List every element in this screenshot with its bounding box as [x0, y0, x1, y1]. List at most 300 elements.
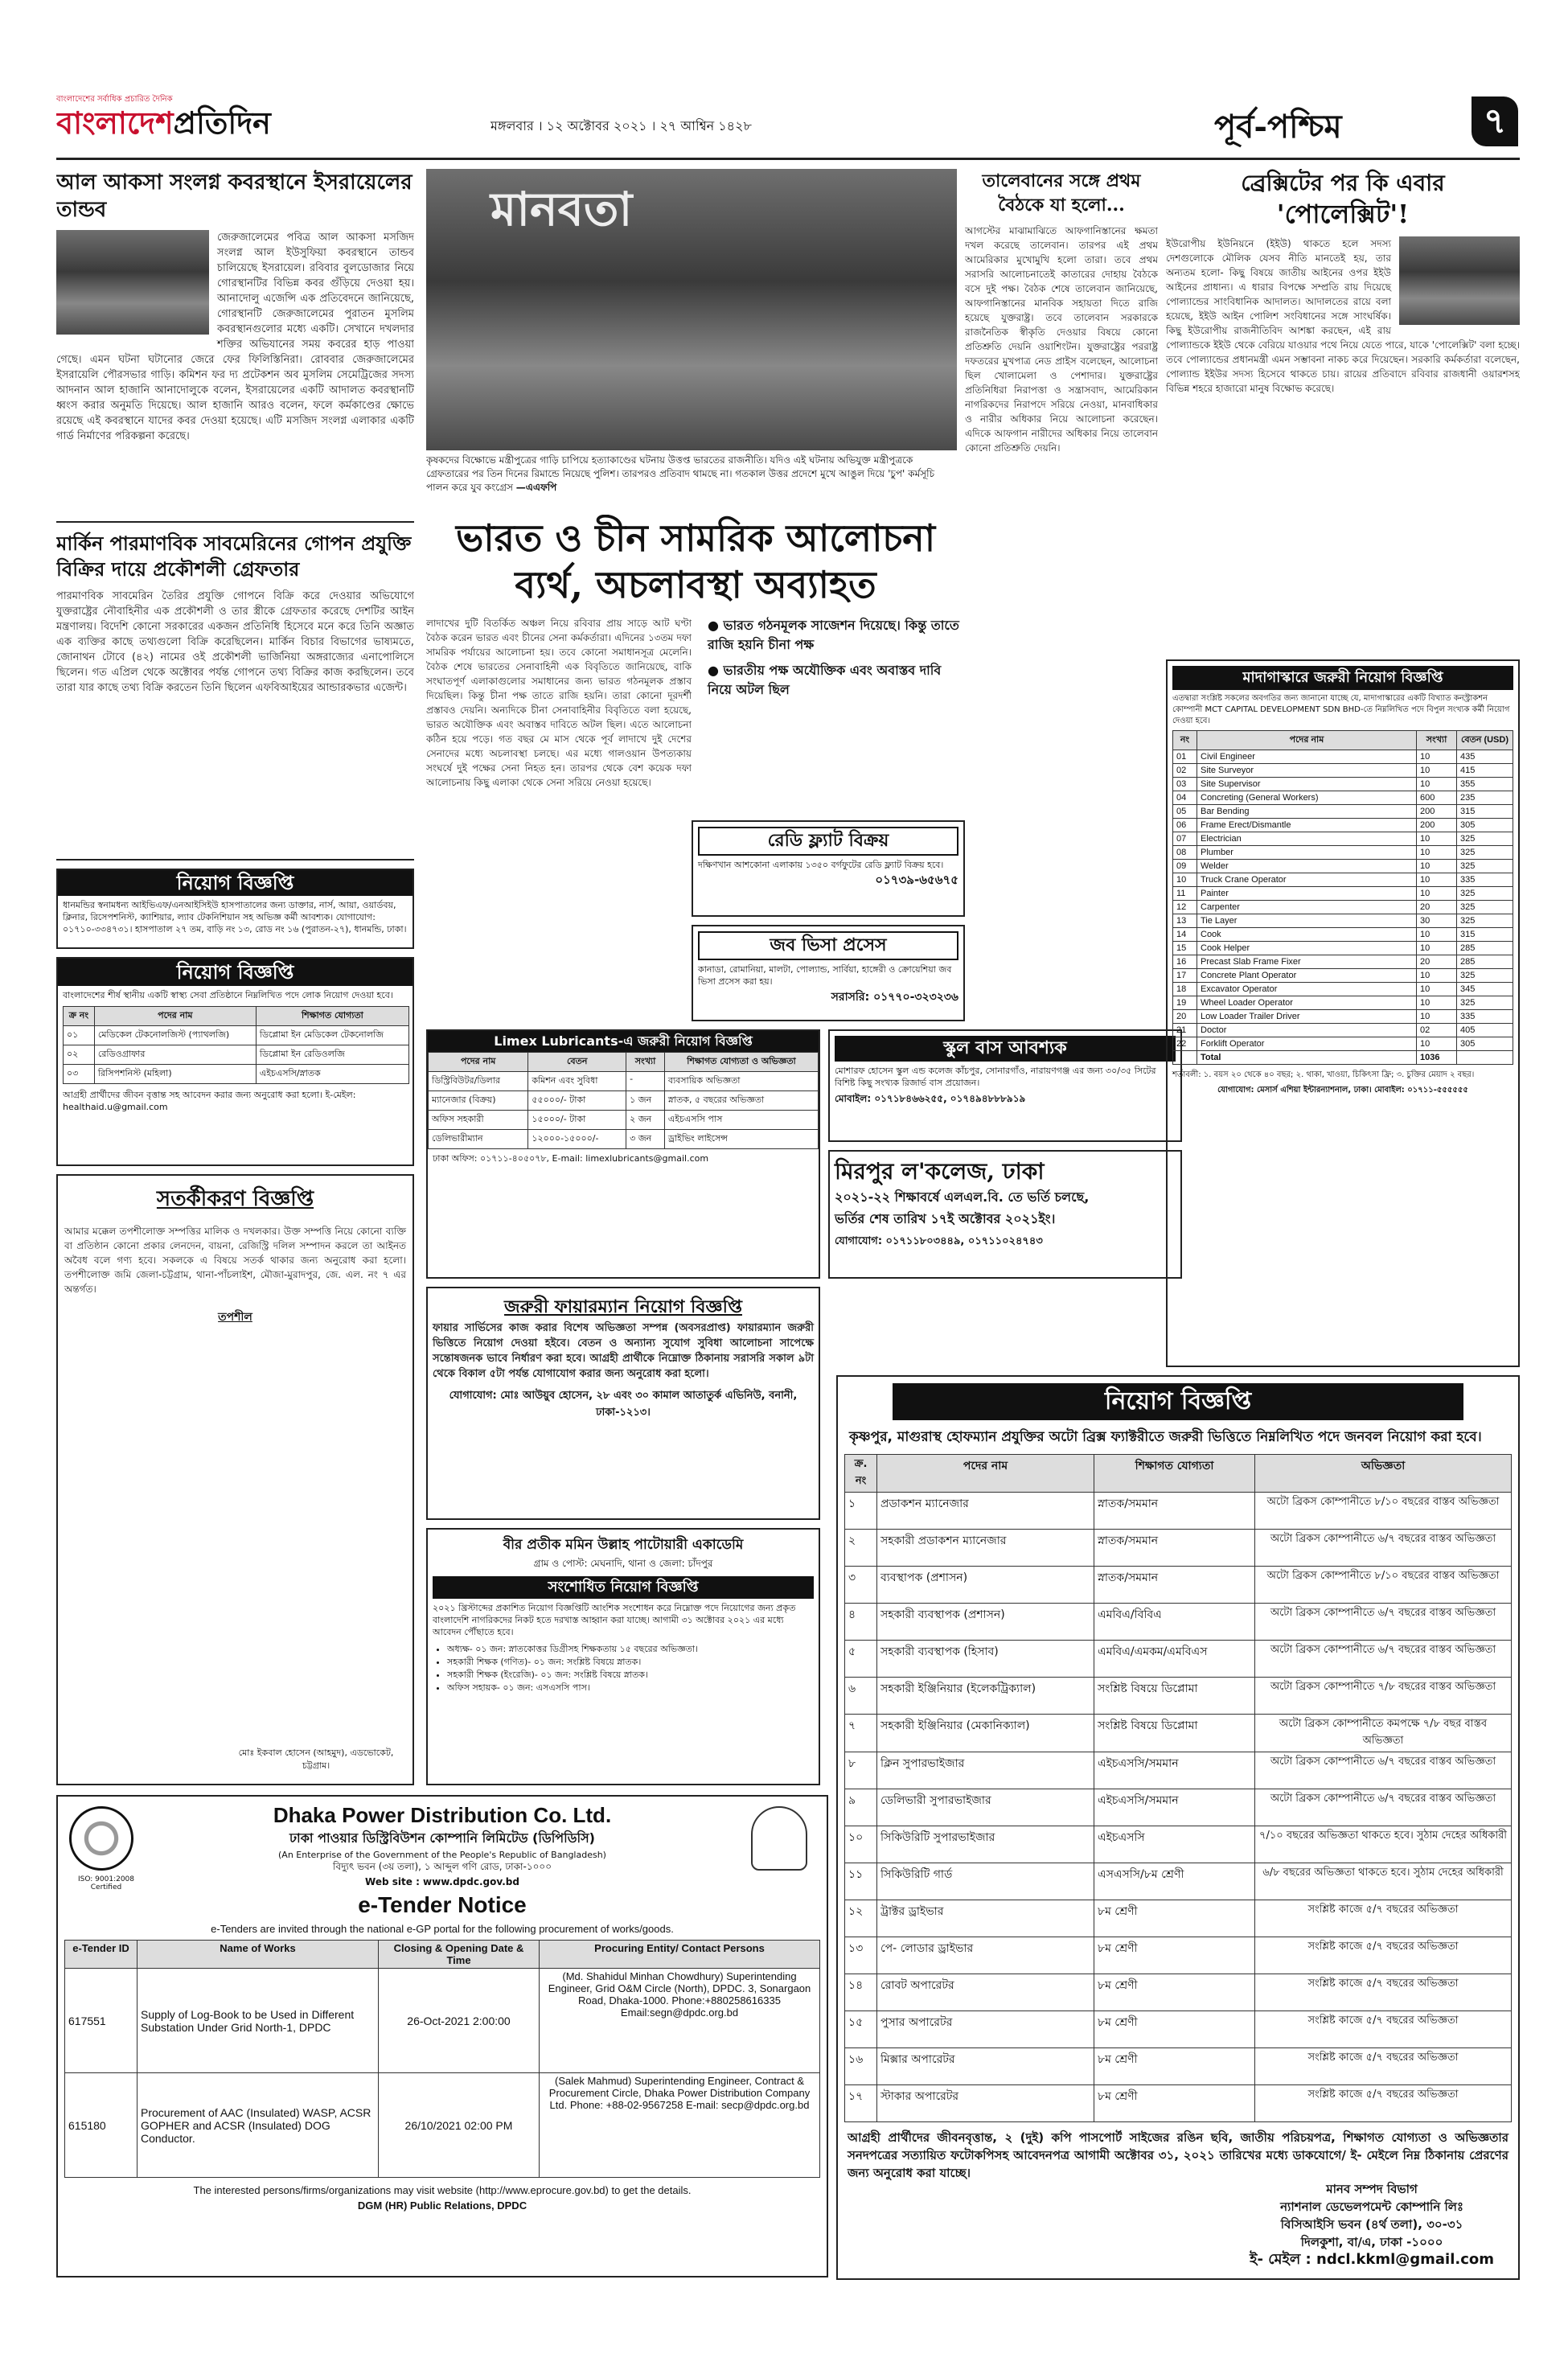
cell: 14 — [1173, 928, 1197, 942]
warning-notice-title: সতর্কীকরণ বিজ্ঞপ্তি — [156, 1187, 314, 1211]
limex-contact: ঢাকা অফিস: ০১৭১১-৪০৫০৭৮, E-mail: limexlubricants@gmail.com — [433, 1153, 709, 1164]
cell: 08 — [1173, 846, 1197, 860]
table-row — [429, 1111, 819, 1130]
table-row — [845, 1715, 1512, 1752]
cell: পুসার অপারেটর — [877, 2011, 1094, 2048]
mirpur-law-sub: ২০২১-২২ শিক্ষাবর্ষে এলএল.বি. তে ভর্তি চলছে, — [835, 1189, 1090, 1205]
madagascar-title: মাদাগাস্কারে জরুরী নিয়োগ বিজ্ঞপ্তি — [1172, 666, 1513, 690]
dpdc-title: e-Tender Notice — [358, 1892, 527, 1917]
ndc-intro: কৃষ্ণপুর, মাগুরাস্থ হোফম্যান প্রযুক্তির অটো ব্রিক্স ফ্যাক্টরীতে জরুরী ভিত্তিতে নিম্নলিখিত পদে জনবল নিয়োগ করা হবে। — [849, 1429, 1482, 1445]
cell: 10 — [1417, 832, 1457, 846]
cell: 10 — [1417, 1037, 1457, 1051]
table-row — [845, 1641, 1512, 1678]
cell: 12 — [1173, 901, 1197, 914]
cell: ব্যবস্থাপক (প্রশাসন) — [877, 1567, 1094, 1604]
cell: এইচএসসি পাস — [664, 1111, 818, 1130]
cell: ১৫ — [845, 2011, 877, 2048]
dpdc-logo — [69, 1806, 133, 1871]
cell: 04 — [1173, 791, 1197, 805]
masthead-date: মঙ্গলবার । ১২ অক্টোবর ২০২১ । ২৭ আশ্বিন ১৪২৮ — [491, 118, 752, 133]
cell: অটো ব্রিকস কোম্পানীতে ৮/১০ বছরের বাস্তব অভিজ্ঞতা — [1255, 1567, 1512, 1604]
cell: 200 — [1417, 805, 1457, 819]
table-row — [64, 1045, 409, 1065]
flat-ad-body: দক্ষিণখান আশকোনা এলাকায় ১৩৫০ বর্গফুটের রেডি ফ্ল্যাট বিক্রয় হবে। — [698, 860, 944, 870]
cell: সংশ্লিষ্ট কাজে ৫/৭ বছরের অভিজ্ঞতা — [1255, 1974, 1512, 2011]
protest-banner-text: মানবতা — [491, 182, 633, 236]
cell: ০১ — [64, 1026, 95, 1045]
niyog-ad-1-body: ধানমন্ডির স্বনামধন্য আইভিএফ/এনআইসিইউ হাসপাতালের জন্য ডাক্তার, নার্স, আয়া, ওয়ার্ডবয়, ক্লিনার, রিসেপশনিস্ট, ক্যাশিয়ার, ল্যাব টেকনিশিয়ান সহ অভিজ্ঞ কর্মী আবশ্যক। যোগাযোগ: ০১৭১০-৩৩৪৭৩১। হাসপাতাল ২৭ তম, বাড়ি নং ১৩, রোড নং ১৬ (পুরাতন-২৭), ধানমন্ডি, ঢাকা। — [63, 900, 407, 934]
cell: ব্যবসায়িক অভিজ্ঞতা — [664, 1072, 818, 1091]
fireman-ad-title: জরুরী ফায়ারম্যান নিয়োগ বিজ্ঞপ্তি — [504, 1296, 742, 1317]
table-row — [1173, 805, 1513, 819]
cell: ১ — [845, 1493, 877, 1530]
table-row — [429, 1091, 819, 1111]
cell: 10 — [1417, 750, 1457, 764]
masthead-name-a: বাংলাদেশ — [56, 105, 174, 141]
cell: Electrician — [1197, 832, 1417, 846]
cell: 305 — [1457, 819, 1513, 832]
table-row — [1173, 983, 1513, 996]
dpdc-company: Dhaka Power Distribution Co. Ltd. — [273, 1803, 612, 1827]
table-row — [1173, 928, 1513, 942]
cell: 10 — [1417, 778, 1457, 791]
mirpur-law-deadline: ভর্তির শেষ তারিখ ১৭ই অক্টোবর ২০২১ইং। — [835, 1211, 1056, 1226]
cell: ৩ — [845, 1567, 877, 1604]
dpdc-iso: ISO: 9001:2008 Certified — [77, 1875, 135, 1891]
table-row — [1173, 1024, 1513, 1037]
table-row — [845, 1937, 1512, 1974]
dpdc-sign: DGM (HR) Public Relations, DPDC — [357, 2199, 527, 2212]
cell: সহকারী ইঞ্জিনিয়ার (মেকানিক্যাল) — [877, 1715, 1094, 1752]
cell: ডিস্ট্রিবিউটর/ডিলার — [429, 1072, 528, 1091]
table-row — [1173, 969, 1513, 983]
academy-body: ২০২১ খ্রিস্টাব্দের প্রকাশিত নিয়োগ বিজ্ঞপ্তিটি আংশিক সংশোধন করে নিম্নোক্ত পদে নিয়োগের জন্য প্রকৃত বাংলাদেশি নাগরিকদের নিকট হতে দরখাস্ত আহ্বান করা যাচ্ছে। আগামী ৩১ অক্টোবর ২০২১ এর মধ্যে আবেদন পৌঁছাতে হবে। — [433, 1603, 796, 1637]
dpdc-col: Name of Works — [138, 1941, 379, 1969]
cell: সহকারী ব্যবস্থাপক (হিসাব) — [877, 1641, 1094, 1678]
cell: ৪ — [845, 1604, 877, 1641]
ndc-address-2: দিলকুশা, বা/এ, ঢাকা -১০০০ — [1300, 2235, 1443, 2249]
madagascar-col: বেতন (USD) — [1457, 731, 1513, 750]
cell: ১২ — [845, 1900, 877, 1937]
cell: রেডিওগ্রাফার — [94, 1045, 256, 1065]
niyog-ad-2-col: ক্র নং — [64, 1007, 95, 1026]
protest-photo — [426, 169, 957, 450]
cell: ২ — [845, 1530, 877, 1567]
cell: ৭ — [845, 1715, 877, 1752]
cell: 18 — [1173, 983, 1197, 996]
cell: 30 — [1417, 914, 1457, 928]
cell: 10 — [1417, 873, 1457, 887]
cell: পে- লোডার ড্রাইভার — [877, 1937, 1094, 1974]
cell: সিকিউরিটি সুপারভাইজার — [877, 1826, 1094, 1863]
cell: 10 — [1417, 887, 1457, 901]
cell: ১৬ — [845, 2048, 877, 2085]
table-row — [1173, 764, 1513, 778]
table-row — [1173, 955, 1513, 969]
warning-notice — [56, 1174, 414, 1785]
cell: অফিস সহকারী — [429, 1111, 528, 1130]
cell: স্নাতক, ৫ বছরের অভিজ্ঞতা — [664, 1091, 818, 1111]
table-row — [1173, 1010, 1513, 1024]
table-row — [1173, 1037, 1513, 1051]
table-row — [64, 1026, 409, 1045]
cell: অটো ব্রিকস কোম্পানীতে ৮/১০ বছরের বাস্তব অভিজ্ঞতা — [1255, 1493, 1512, 1530]
cell: মেডিকেল টেকনোলজিস্ট (প্যাথলজি) — [94, 1026, 256, 1045]
cell: ০২ — [64, 1045, 95, 1065]
visa-ad-title: জব ভিসা প্রসেস — [698, 931, 958, 960]
india-china-bullet-1: ● ভারত গঠনমূলক সাজেশন দিয়েছে। কিন্তু তাতে রাজি হয়নি চীনা পক্ষ — [708, 618, 959, 652]
cell: (Md. Shahidul Minhan Chowdhury) Superintending Engineer, Grid O&M Circle (North), DPDC. 3, Sonargaon Road, Dhaka-1000. Phone:+880258616335 Email:segn@dpdc.org.bd — [540, 1969, 820, 2073]
cell: এমবিএ/এমকম/এমবিএস — [1094, 1641, 1255, 1678]
cell: অটো ব্রিকস কোম্পানীতে ৬/৭ বছরের বাস্তব অভিজ্ঞতা — [1255, 1789, 1512, 1826]
cell: স্নাতক/সমমান — [1094, 1567, 1255, 1604]
polexit-title-a: ব্রেক্সিটের পর কি এবার — [1241, 170, 1445, 196]
limex-col: শিক্ষাগত যোগ্যতা ও অভিজ্ঞতা — [664, 1053, 818, 1072]
school-bus-ad — [828, 1029, 1182, 1142]
cell: স্নাতক/সমমান — [1094, 1530, 1255, 1567]
cell: Supply of Log-Book to be Used in Different Substation Under Grid North-1, DPDC — [138, 1969, 379, 2073]
ndc-address-1: বিসিআইসি ভবন (৪র্থ তলা), ৩০-৩১ — [1280, 2217, 1463, 2232]
cell: এমবিএ/বিবিএ — [1094, 1604, 1255, 1641]
cell: অটো ব্রিকস কোম্পানীতে ৬/৭ বছরের বাস্তব অভিজ্ঞতা — [1255, 1530, 1512, 1567]
ndc-table — [844, 1454, 1512, 2122]
table-row — [845, 2048, 1512, 2085]
cell: Bar Bending — [1197, 805, 1417, 819]
table-row — [845, 1826, 1512, 1863]
cell: 26-Oct-2021 2:00:00 — [379, 1969, 540, 2073]
cell: 20 — [1173, 1010, 1197, 1024]
cell: 10 — [1417, 983, 1457, 996]
masthead-name-b: প্রতিদিন — [173, 105, 271, 141]
cell: স্টাকার অপারেটর — [877, 2085, 1094, 2122]
cell: রিসিপশনিস্ট (মহিলা) — [94, 1065, 256, 1084]
cell: ডিপ্লোমা ইন রেডিওলজি — [256, 1045, 408, 1065]
ndc-col: অভিজ্ঞতা — [1255, 1455, 1512, 1493]
cell: এইচএসসি/সমমান — [1094, 1789, 1255, 1826]
cell: 325 — [1457, 969, 1513, 983]
table-row — [429, 1130, 819, 1149]
cell: 10 — [1417, 969, 1457, 983]
polexit-story — [1166, 169, 1520, 651]
table-row — [64, 1065, 409, 1084]
cell: সহকারী প্রডাকশন ম্যানেজার — [877, 1530, 1094, 1567]
school-bus-body: মোশারফ হোসেন স্কুল এন্ড কলেজ কাঁচপুর, সোনারগাঁও, নারায়ণগঞ্জ এর জন্য ৩০/৩৫ সিটের বিশিষ্ট কিছু সংখ্যক রিজার্ভ বাস প্রয়োজন। — [835, 1066, 1156, 1088]
cell: Welder — [1197, 860, 1417, 873]
academy-title: বীর প্রতীক মমিন উল্লাহ পাটোয়ারী একাডেমি — [503, 1537, 744, 1553]
list-item: • সহকারী শিক্ষক (ইংরেজি)- ০১ জন: সংশ্লিষ্ট বিষয়ে স্নাতক। — [447, 1669, 814, 1682]
cell: Truck Crane Operator — [1197, 873, 1417, 887]
cell: ৮ — [845, 1752, 877, 1789]
table-row — [845, 1604, 1512, 1641]
photo-credit: —এএফপি — [515, 482, 557, 493]
dpdc-col: Procuring Entity/ Contact Persons — [540, 1941, 820, 1969]
academy-sub: গ্রাম ও পোস্ট: মেঘনাদি, থানা ও জেলা: চাঁদপুর — [533, 1558, 713, 1569]
table-row — [845, 1752, 1512, 1789]
cell: 200 — [1417, 819, 1457, 832]
mirpur-law-title: মিরপুর ল'কলেজ, ঢাকা — [835, 1158, 1045, 1185]
cell: Plumber — [1197, 846, 1417, 860]
limex-ad-title: Limex Lubricants-এ জরুরী নিয়োগ বিজ্ঞপ্তি — [428, 1031, 819, 1052]
madagascar-col: পদের নাম — [1197, 731, 1417, 750]
cell: 617551 — [65, 1969, 138, 2073]
cell: 285 — [1457, 955, 1513, 969]
cell: ৫৫০০০/- টাকা — [528, 1091, 626, 1111]
cell: 02 — [1417, 1024, 1457, 1037]
cell: 10 — [1417, 846, 1457, 860]
cell: Procurement of AAC (Insulated) WASP, ACSR GOPHER and ACSR (Insulated) DOG Conductor. — [138, 2073, 379, 2178]
cell: 285 — [1457, 942, 1513, 955]
cell: ১১ — [845, 1863, 877, 1900]
niyog-ad-2-table — [63, 1006, 409, 1084]
cell: 325 — [1457, 914, 1513, 928]
cell: 325 — [1457, 996, 1513, 1010]
flat-ad-title: রেডি ফ্ল্যাট বিক্রয় — [698, 827, 958, 856]
cell: Carpenter — [1197, 901, 1417, 914]
cell: 02 — [1173, 764, 1197, 778]
table-row — [65, 2073, 820, 2178]
dpdc-company-bn: ঢাকা পাওয়ার ডিস্ট্রিবিউশন কোম্পানি লিমিটেড (ডিপিডিসি) — [289, 1830, 595, 1846]
cell: 20 — [1417, 901, 1457, 914]
academy-posts — [447, 1643, 814, 1694]
table-row — [845, 1863, 1512, 1900]
cell: সংশ্লিষ্ট কাজে ৫/৭ বছরের অভিজ্ঞতা — [1255, 1900, 1512, 1937]
cell: অটো ব্রিকস কোম্পানীতে ৬/৭ বছরের বাস্তব অভিজ্ঞতা — [1255, 1604, 1512, 1641]
cell: Site Surveyor — [1197, 764, 1417, 778]
cell: 16 — [1173, 955, 1197, 969]
cell: সহকারী ইঞ্জিনিয়ার (ইলেকট্রিক্যাল) — [877, 1678, 1094, 1715]
cell: ৬/৮ বছরের অভিজ্ঞতা থাকতে হবে। সুঠাম দেহের অধিকারী — [1255, 1863, 1512, 1900]
fireman-ad — [426, 1287, 820, 1520]
cell: 10 — [1417, 996, 1457, 1010]
table-row — [845, 2011, 1512, 2048]
cell: ৮ম শ্রেণী — [1094, 2085, 1255, 2122]
cell: Doctor — [1197, 1024, 1417, 1037]
niyog-ad-2-col: পদের নাম — [94, 1007, 256, 1026]
madagascar-table — [1172, 730, 1513, 1065]
visa-ad — [692, 925, 965, 1021]
cell: 615180 — [65, 2073, 138, 2178]
cell: Cook Helper — [1197, 942, 1417, 955]
masthead-rule — [56, 158, 1520, 160]
cell: 415 — [1457, 764, 1513, 778]
cell: Precast Slab Frame Fixer — [1197, 955, 1417, 969]
cell: Cook — [1197, 928, 1417, 942]
list-item: • অফিস সহায়ক- ০১ জন: এসএসসি পাস। — [447, 1682, 814, 1694]
cell: 17 — [1173, 969, 1197, 983]
page-number-badge — [1472, 97, 1518, 146]
cell: ৬ — [845, 1678, 877, 1715]
cell: ৯ — [845, 1789, 877, 1826]
limex-col: পদের নাম — [429, 1053, 528, 1072]
story-aqsa-body: জেরুজালেমের পবিত্র আল আকসা মসজিদ সংলগ্ন আল ইউসুফিয়া কবরস্থানে তান্ডব চালিয়েছে ইসরায়েল। রবিবার বুলডোজার নিয়ে গোরস্থানটির বিভিন্ন কবর গুঁড়িয়ে দেওয়া হয়। আনাদোলু এজেন্সি এক প্রতিবেদনে জানিয়েছে, গোরস্থানটি জেরুজালেমের পুরাতন মুসলিম কবরস্থানগুলোর মধ্যে একটি। সেখানে দখলদার শক্তির অভিযানের সময় কবরের হাড় পাওয়া গেছে। এমন ঘটনা ঘটানোর জেরে ফের ফিলিস্তিনিরা। রোববার জেরুজালেমের ইসরায়েলি পৌরসভার গাড়ি। কমিশন ফর দ্য প্রটেকশন অব মুসলিম সেমেট্রিজের সদস্য আদনান আল হাজানি আনাদোলুকে বলেন, ইসরায়েলের একটি আদালত কবরস্থানটি ধ্বংস করার অনুমতি দিয়েছে। আল হাজানি আরও বলেন, ফলে কর্মকাণ্ডের ক্ষোভে রয়েছে এই কবরস্থানে যাদের কবর দেওয়া হয়েছে। এটি মসজিদ সংলগ্ন এলাকার একটি গার্ড নির্মাণের পরিকল্পনা করেছে। — [56, 232, 414, 442]
table-row — [845, 2085, 1512, 2122]
india-china-title-b: ব্যর্থ, অচলাবস্থা অব্যাহত — [515, 563, 876, 606]
cell: 11 — [1173, 887, 1197, 901]
cell: Low Loader Trailer Driver — [1197, 1010, 1417, 1024]
ndc-col: পদের নাম — [877, 1455, 1094, 1493]
story-aqsa-photo — [56, 230, 209, 335]
lead-photo — [426, 169, 957, 507]
dpdc-tender — [56, 1795, 828, 2277]
cell: 10 — [1417, 928, 1457, 942]
cell: 345 — [1457, 983, 1513, 996]
cell: ড্রাইভিং লাইসেন্স — [664, 1130, 818, 1149]
cell: সংশ্লিষ্ট কাজে ৫/৭ বছরের অভিজ্ঞতা — [1255, 2048, 1512, 2085]
niyog-ad-1-title: নিয়োগ বিজ্ঞপ্তি — [58, 870, 413, 896]
cell: মিক্সার অপারেটর — [877, 2048, 1094, 2085]
cell: 01 — [1173, 750, 1197, 764]
masthead — [56, 90, 1520, 154]
page-number: ৭ — [1483, 101, 1507, 142]
cell: 06 — [1173, 819, 1197, 832]
limex-col: সংখ্যা — [626, 1053, 665, 1072]
mirpur-law-ad — [828, 1150, 1182, 1279]
visa-ad-body: কানাডা, রোমানিয়া, মালটা, পোল্যান্ড, সার্বিয়া, হাঙ্গেরী ও ক্রোয়েশিয়া জব ভিসা প্রসেস করা হয়। — [698, 964, 952, 987]
cell: 325 — [1457, 846, 1513, 860]
polexit-photo — [1399, 236, 1520, 325]
table-row — [845, 1974, 1512, 2011]
flat-ad — [692, 820, 965, 917]
cell: 435 — [1457, 750, 1513, 764]
school-bus-title: স্কুল বাস আবশ্যক — [835, 1036, 1176, 1062]
cell: ডেলিভারীম্যান — [429, 1130, 528, 1149]
india-china-bullets — [708, 616, 965, 700]
cell: সংশ্লিষ্ট কাজে ৫/৭ বছরের অভিজ্ঞতা — [1255, 1937, 1512, 1974]
dpdc-table — [64, 1940, 820, 2178]
table-row — [1173, 750, 1513, 764]
cell: 325 — [1457, 901, 1513, 914]
cell: ১২০০০-১৫০০০/- — [528, 1130, 626, 1149]
table-row — [845, 1678, 1512, 1715]
warning-notice-sub: তপশীল — [218, 1311, 252, 1324]
cell: এইচএসসি — [1094, 1826, 1255, 1863]
cell: ৮ম শ্রেণী — [1094, 2011, 1255, 2048]
cell: 10 — [1417, 764, 1457, 778]
bullet-text: ভারত গঠনমূলক সাজেশন দিয়েছে। কিন্তু তাতে রাজি হয়নি চীনা পক্ষ — [708, 618, 959, 652]
cell: ডিপ্লোমা ইন মেডিকেল টেকনোলজি — [256, 1026, 408, 1045]
cell: 315 — [1457, 928, 1513, 942]
cell: 03 — [1173, 778, 1197, 791]
cell: ১৭ — [845, 2085, 877, 2122]
cell: 10 — [1417, 860, 1457, 873]
cell: 305 — [1457, 1037, 1513, 1051]
dpdc-intro: e-Tenders are invited through the national e-GP portal for the following procurement of works/goods. — [211, 1923, 674, 1935]
table-row — [1173, 778, 1513, 791]
india-china-body: লাদাখের দুটি বিতর্কিত অঞ্চল নিয়ে রবিবার প্রায় সাড়ে আট ঘণ্টা বৈঠক করেন ভারত এবং চীনের সেনা কর্মকর্তারা। এদিনের ১৩তম দফা সামরিক পর্যায়ের আলোচনা হয়। তবে কোনো সমাধানসূত্র মেলেনি। বৈঠক শেষে ভারতের সেনাবাহিনী এক বিবৃতিতে জানিয়েছে, বাকি সংঘাতপূর্ণ এলাকাগুলোর সমাধানের জন্য ভারত গঠনমূলক প্রস্তাব দিয়েছিল। কিন্তু চীনা পক্ষ তাতে রাজি হয়নি। তারা কোনো দূরদর্শী প্রস্তাবও দেয়নি। অন্যদিকে চীনা সেনাবাহিনীর বিবৃতিতে বলা হয়েছে, ভারত অযৌক্তিক এবং অবাস্তব দাবিতে অটল ছিল। এতে আলোচনা কঠিন হয়ে পড়ে। গত বছর মে মাস থেকে পূর্ব লাদাখে দুই দেশের সেনাদের মধ্যে অচলাবস্থা চলছে। এর মধ্যে গালওয়ান উপত্যকায় সংঘর্ষে দুই পক্ষের সেনা নিহত হন। তারপর থেকে বেশ কয়েক দফা আলোচনায় কিছু এলাকা থেকে সেনা সরিয়ে নেওয়া হয়েছে। — [426, 618, 692, 788]
cell: ক্লিন সুপারভাইজার — [877, 1752, 1094, 1789]
table-row — [1173, 873, 1513, 887]
niyog-ad-1 — [56, 869, 414, 949]
flat-ad-phone: ০১৭৩৯-৬৫৬৭৫ — [875, 873, 958, 887]
cell: কমিশন এবং সুবিধা — [528, 1072, 626, 1091]
table-row — [1173, 819, 1513, 832]
total-value: 1036 — [1417, 1051, 1457, 1065]
cell: 335 — [1457, 1010, 1513, 1024]
cell: ৮ম শ্রেণী — [1094, 1937, 1255, 1974]
table-row — [1173, 942, 1513, 955]
cell: 600 — [1417, 791, 1457, 805]
cell: 355 — [1457, 778, 1513, 791]
cell: এসএসসি/৮ম শ্রেণী — [1094, 1863, 1255, 1900]
bullet-text: ভারতীয় পক্ষ অযৌক্তিক এবং অবাস্তব দাবি নিয়ে অটল ছিল — [708, 663, 942, 697]
ndc-footer: আগ্রহী প্রার্থীদের জীবনবৃত্তান্ত, ২ (দুই) কপি পাসপোর্ট সাইজের রঙিন ছবি, জাতীয় পরিচয়পত্র, শিক্ষাগত যোগ্যতা ও অভিজ্ঞতার সনদপত্রের সত্যায়িত ফটোকপিসহ আবেদনপত্র আগামী অক্টোবর ৩১, ২০২১ তারিখের মধ্যে ডাকযোগে/ ই- মেইলে নিম্ন ঠিকানায় প্রেরণের জন্য অনুরোধ করা যাচ্ছে। — [848, 2130, 1508, 2180]
india-china-bullet-2: ● ভারতীয় পক্ষ অযৌক্তিক এবং অবাস্তব দাবি নিয়ে অটল ছিল — [708, 663, 942, 697]
warning-notice-sign: মোঃ ইকবাল হোসেন (আহমুদ), এডভোকেট, চট্টগ্রাম। — [238, 1748, 394, 1771]
section-title: পূর্ব-পশ্চিম — [1214, 108, 1342, 146]
limex-table — [428, 1052, 819, 1149]
cell: ৮ম শ্রেণী — [1094, 1974, 1255, 2011]
cell: 13 — [1173, 914, 1197, 928]
cell: 21 — [1173, 1024, 1197, 1037]
cell: Concreting (General Workers) — [1197, 791, 1417, 805]
limex-col: বেতন — [528, 1053, 626, 1072]
polexit-body: ইউরোপীয় ইউনিয়নে (ইইউ) থাকতে হলে সদস্য দেশগুলোকে মৌলিক যেসব নীতি মানতেই হয়, তার অন্যতম হলো- কিছু বিষয়ে জাতীয় আইনের ওপর ইইউ আইনের প্রাধান্য। এ ধারার বিপক্ষে সম্প্রতি রায় দিয়েছে পোল্যান্ডের সাংবিধানিক আদালত। আদালতের রায়ে বলা হয়েছে, ইইউ আইন পোলিশ সংবিধানের সঙ্গে সাংঘর্ষিক। কিছু ইউরোপীয় রাজনীতিবিদ আশঙ্কা করছেন, এই রায় পোল্যান্ডকে ইইউ থেকে বেরিয়ে যাওয়ার পথে নিয়ে যেতে পারে, যাকে 'পোলেক্সিট' বলা হচ্ছে। তবে পোল্যান্ডের প্রধানমন্ত্রী এমন সম্ভাবনা নাকচ করে দিয়েছেন। সরকারি কর্মকর্তারা বলেছেন, পোল্যান্ড ইইউর সদস্য হিসেবে থাকতে চায়। রায়ের প্রতিবাদে রবিবার রাজধানী ওয়ারশসহ বিভিন্ন শহরে হাজারো মানুষ বিক্ষোভ করেছে। — [1166, 238, 1520, 394]
niyog-ad-2-intro: বাংলাদেশের শীর্ষ স্থানীয় একটি স্বাস্থ্য সেবা প্রতিষ্ঠানে নিম্নলিখিত পদে লোক নিয়োগ দেওয়া হবে। — [63, 990, 393, 1000]
cell: অটো ব্রিকস কোম্পানীতে ৬/৭ বছরের বাস্তব অভিজ্ঞতা — [1255, 1641, 1512, 1678]
cell: ১৫০০০/- টাকা — [528, 1111, 626, 1130]
cell: 07 — [1173, 832, 1197, 846]
list-item: • সহকারী শিক্ষক (গণিত)- ০১ জন: সংশ্লিষ্ট বিষয়ে স্নাতক। — [447, 1656, 814, 1669]
cell: সংশ্লিষ্ট কাজে ৫/৭ বছরের অভিজ্ঞতা — [1255, 2011, 1512, 2048]
niyog-ad-2 — [56, 957, 414, 1166]
niyog-ad-2-col: শিক্ষাগত যোগ্যতা — [256, 1007, 408, 1026]
taliban-body: আগস্টের মাঝামাঝিতে আফগানিস্তানের ক্ষমতা দখল করেছে তালেবান। তারপর এই প্রথম আমেরিকার মুখোমুখি হলো তারা। তবে প্রথম সরাসরি আলোচনাতেই কাতারের দোহায় বৈঠকে বসে দুই পক্ষ। বৈঠক শেষে তালেবান জানিয়েছে, আফগানিস্তানের মানবিক সহায়তা দিতে রাজি হয়েছে যুক্তরাষ্ট্র। তবে তালেবান সরকারকে রাজনৈতিক স্বীকৃতি দেওয়ার বিষয়ে কোনো প্রতিশ্রুতি দেয়নি ওয়াশিংটন। যুক্তরাষ্ট্রের পররাষ্ট্র দফতরের মুখপাত্র নেড প্রাইস বলেছেন, আলোচনা ছিল খোলামেলা ও পেশাদার। যুক্তরাষ্ট্রের প্রতিনিধিরা নিরাপত্তা ও সন্ত্রাসবাদ, আমেরিকান নাগরিকদের নিরাপদে সরিয়ে নেওয়া, মানবাধিকার ও নারীর অধিকার নিয়ে আলোচনা করেছেন। এদিকে আফগান নারীদের অধিকার নিয়ে তালেবান কোনো প্রতিশ্রুতি দেয়নি। — [965, 225, 1158, 454]
cell: 19 — [1173, 996, 1197, 1010]
cell: Forklift Operator — [1197, 1037, 1417, 1051]
cell: Excavator Operator — [1197, 983, 1417, 996]
table-row — [1173, 846, 1513, 860]
india-china-title-a: ভারত ও চীন সামরিক আলোচনা — [455, 516, 936, 560]
cell: Concrete Plant Operator — [1197, 969, 1417, 983]
niyog-ad-2-title: নিয়োগ বিজ্ঞপ্তি — [58, 959, 413, 986]
cell: ২ জন — [626, 1111, 665, 1130]
cell: অটো ব্রিকস কোম্পানীতে ৭/৮ বছরের বাস্তব অভিজ্ঞতা — [1255, 1678, 1512, 1715]
cell: 22 — [1173, 1037, 1197, 1051]
masthead-logo — [56, 105, 271, 142]
cell: ৮ম শ্রেণী — [1094, 1900, 1255, 1937]
madagascar-col: সংখ্যা — [1417, 731, 1457, 750]
fireman-ad-contact: যোগাযোগ: মোঃ আউয়ুব হোসেন, ২৮ এবং ৩০ কামাল আতাতুর্ক এভিনিউ, বনানী, ঢাকা-১২১৩। — [449, 1390, 798, 1419]
ndc-title: নিয়োগ বিজ্ঞপ্তি — [893, 1383, 1463, 1420]
dpdc-col: e-Tender ID — [65, 1941, 138, 1969]
cell: ম্যানেজার (বিক্রয়) — [429, 1091, 528, 1111]
cell: সংশ্লিষ্ট বিষয়ে ডিপ্লোমা — [1094, 1678, 1255, 1715]
story-navy-body: পারমাণবিক সাবমেরিন তৈরির প্রযুক্তি গোপনে বিক্রি করে দেওয়ার অভিযোগে যুক্তরাষ্ট্রের নৌবাহিনীর এক প্রকৌশলী ও তার স্ত্রীকে গ্রেফতার করেছে দেশটির আইন মন্ত্রণালয়। বিদেশি কোনো সরকারের একজন প্রতিনিধি হিসেবে মনে করে তিনি অজ্ঞাত এক ব্যক্তির কাছে তথ্যগুলো বিক্রি করেছিলেন। মার্কিন বিচার বিভাগের ভাষ্যমতে, জোনাথন টোবে (৪২) নামের ওই প্রকৌশলী ভার্জিনিয়া অঙ্গরাজ্যের এনাপোলিসে ছিলেন। গত এপ্রিল থেকে অক্টোবর পর্যন্ত গোপনে তথ্য বিক্রির কাজ করছিলেন। তবে তারা যার কাছে তথ্য বিক্রি করতেন তিনি ছিলেন এফবিআইয়ের আন্ডারকভার এজেন্ট। — [56, 590, 414, 694]
academy-title2: সংশোধিত নিয়োগ বিজ্ঞপ্তি — [433, 1576, 814, 1599]
cell: ট্রাক্টর ড্রাইভার — [877, 1900, 1094, 1937]
cell: 10 — [1173, 873, 1197, 887]
table-row — [1173, 901, 1513, 914]
madagascar-ad — [1166, 659, 1520, 1367]
academy-ad — [426, 1528, 820, 1785]
table-row-total — [1173, 1051, 1513, 1065]
taliban-story — [965, 169, 1158, 748]
warning-notice-body: আমার মক্কেল তপশীলোক্ত সম্পত্তির মালিক ও দখলকার। উক্ত সম্পত্তি নিয়ে কোনো ব্যক্তি বা প্রতিষ্ঠান কোনো প্রকার লেনদেন, বায়না, রেজিস্ট্রি দলিল সম্পাদন করলে তা আইনত অবৈধ বলে গণ্য হবে। সকলকে এ বিষয়ে সতর্ক থাকার জন্য অনুরোধ করা হলো। তপশীলোক্ত জমি জেলা-চট্টগ্রাম, থানা-পাঁচলাইশ, মৌজা-মুরাদপুর, জে. এল. নং ৭ এর অন্তর্গত। — [64, 1226, 406, 1295]
niyog-ad-2-footer: আগ্রহী প্রার্থীদের জীবন বৃত্তান্ত সহ আবেদন করার জন্য অনুরোধ করা হলো। ই-মেইল: healthaid.u@gmail.com — [63, 1090, 356, 1112]
dpdc-address: বিদ্যুৎ ভবন (৩য় তলা), ১ আব্দুল গণি রোড, ঢাকা-১০০০ — [332, 1861, 552, 1872]
ndc-dept: মানব সম্পদ বিভাগ — [1326, 2182, 1418, 2196]
cell: Painter — [1197, 887, 1417, 901]
table-row — [845, 1530, 1512, 1567]
dpdc-website: Web site : www.dpdc.gov.bd — [365, 1876, 519, 1887]
madagascar-contact: যোগাযোগ: মেসার্স এশিয়া ইন্টারন্যাশনাল, ঢাকা। মোবাইল: ০১৭১১-৫৫৫৫৫৫ — [1217, 1086, 1468, 1095]
cell: 26/10/2021 02:00 PM — [379, 2073, 540, 2178]
cell: ৭/১০ বছরের অভিজ্ঞতা থাকতে হবে। সুঠাম দেহের অধিকারী — [1255, 1826, 1512, 1863]
table-row — [65, 1969, 820, 2073]
list-item: • অধ্যক্ষ- ০১ জন: স্নাতকোত্তর ডিগ্রীসহ শিক্ষকতায় ১৫ বছরের অভিজ্ঞতা। — [447, 1643, 814, 1656]
madagascar-col: নং — [1173, 731, 1197, 750]
cell: সংশ্লিষ্ট কাজে ৫/৭ বছরের অভিজ্ঞতা — [1255, 2085, 1512, 2122]
